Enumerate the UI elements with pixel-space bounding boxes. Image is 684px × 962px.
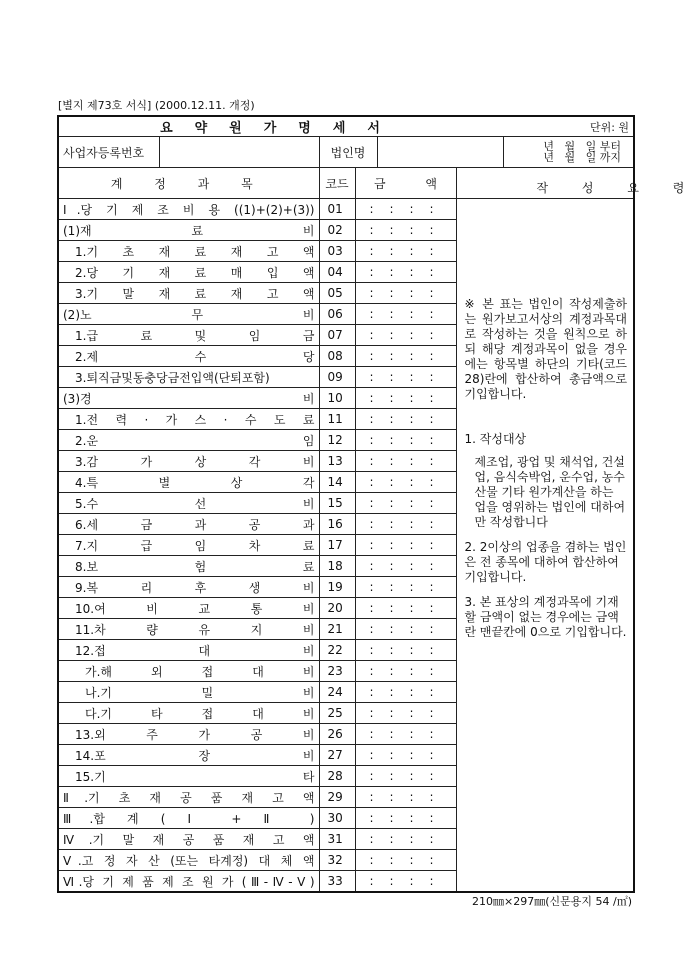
- instructions-panel: [456, 199, 634, 893]
- amount-field[interactable]: : : : :: [355, 556, 456, 577]
- account-code: 29: [319, 787, 355, 808]
- account-name: 15.기 타: [58, 766, 319, 787]
- instruction-2: 2. 2이상의 업종을 겸하는 법인은 전 종목에 대하여 합산하여 기입합니다.: [464, 540, 627, 584]
- account-name: Ⅲ.합 계 ( Ⅰ + Ⅱ ): [58, 808, 319, 829]
- amount-field[interactable]: : : : :: [355, 304, 456, 325]
- account-code: 20: [319, 598, 355, 619]
- account-name: Ⅱ.기 초 재 공 품 재 고 액: [58, 787, 319, 808]
- amount-field[interactable]: : : : :: [355, 682, 456, 703]
- amount-field[interactable]: : : : :: [355, 409, 456, 430]
- account-name: 가.해 외 접 대 비: [58, 661, 319, 682]
- amount-field[interactable]: : : : :: [355, 493, 456, 514]
- account-name: (2)노 무 비: [58, 304, 319, 325]
- account-code: 24: [319, 682, 355, 703]
- account-code: 32: [319, 850, 355, 871]
- account-code: 08: [319, 346, 355, 367]
- amount-field[interactable]: : : : :: [355, 871, 456, 893]
- amount-field[interactable]: : : : :: [355, 724, 456, 745]
- paper-size-note: 210㎜×297㎜(신문용지 54 /㎡): [472, 895, 632, 908]
- account-code: 27: [319, 745, 355, 766]
- unit-label: 단위: 원: [503, 116, 634, 137]
- table-row: [58, 199, 634, 220]
- amount-field[interactable]: : : : :: [355, 199, 456, 220]
- amount-field[interactable]: : : : :: [355, 577, 456, 598]
- account-name: 2.당 기 재 료 매 입 액: [58, 262, 319, 283]
- amount-field[interactable]: : : : :: [355, 787, 456, 808]
- account-name: Ⅳ.기 말 재 공 품 재 고 액: [58, 829, 319, 850]
- period-to: 년 월 일 까지: [543, 151, 622, 164]
- account-code: 33: [319, 871, 355, 893]
- account-code: 17: [319, 535, 355, 556]
- account-name: 11.차 량 유 지 비: [58, 619, 319, 640]
- account-code: 28: [319, 766, 355, 787]
- account-code: 05: [319, 283, 355, 304]
- biz-no-label: 사업자등록번호: [58, 137, 159, 168]
- account-name: 9.복 리 후 생 비: [58, 577, 319, 598]
- amount-field[interactable]: : : : :: [355, 661, 456, 682]
- account-name: 3.퇴직금및동충당금전입액(단퇴포함): [58, 367, 319, 388]
- amount-field[interactable]: : : : :: [355, 514, 456, 535]
- period-field[interactable]: [503, 137, 634, 168]
- account-code: 21: [319, 619, 355, 640]
- amount-field[interactable]: : : : :: [355, 619, 456, 640]
- amount-field[interactable]: : : : :: [355, 367, 456, 388]
- account-code: 14: [319, 472, 355, 493]
- amount-field[interactable]: : : : :: [355, 766, 456, 787]
- amount-field[interactable]: : : : :: [355, 346, 456, 367]
- account-code: 30: [319, 808, 355, 829]
- form-title: 요약원가명세서: [58, 116, 503, 137]
- account-name: Ⅵ.당 기 제 품 제 조 원 가 (Ⅲ-Ⅳ-Ⅴ): [58, 871, 319, 893]
- amount-field[interactable]: : : : :: [355, 535, 456, 556]
- amount-field[interactable]: : : : :: [355, 808, 456, 829]
- account-name: 1.전 력 · 가 스 · 수 도 료: [58, 409, 319, 430]
- account-name: 7.지 급 임 차 료: [58, 535, 319, 556]
- account-name: 10.여 비 교 통 비: [58, 598, 319, 619]
- amount-field[interactable]: : : : :: [355, 640, 456, 661]
- col-account: 계 정 과 목: [58, 168, 319, 199]
- biz-no-field[interactable]: [159, 137, 319, 168]
- account-name: 1.기 초 재 료 재 고 액: [58, 241, 319, 262]
- amount-field[interactable]: : : : :: [355, 388, 456, 409]
- period-from: 년 월 일 부터: [543, 140, 622, 153]
- account-code: 22: [319, 640, 355, 661]
- account-name: 8.보 험 료: [58, 556, 319, 577]
- corp-name-label: 법인명: [319, 137, 377, 168]
- amount-field[interactable]: : : : :: [355, 472, 456, 493]
- account-name: 6.세 금 과 공 과: [58, 514, 319, 535]
- account-code: 19: [319, 577, 355, 598]
- account-name: (1)재 료 비: [58, 220, 319, 241]
- account-name: 3.감 가 상 각 비: [58, 451, 319, 472]
- instruction-3: 3. 본 표상의 계정과목에 기재할 금액이 없는 경우에는 금액란 맨끝칸에 0으로 기입합니다.: [464, 595, 627, 639]
- account-name: 3.기 말 재 료 재 고 액: [58, 283, 319, 304]
- form-caption: [별지 제73호 서식] (2000.12.11. 개정): [58, 99, 255, 112]
- account-name: 나.기 밀 비: [58, 682, 319, 703]
- account-code: 16: [319, 514, 355, 535]
- amount-field[interactable]: : : : :: [355, 451, 456, 472]
- account-code: 10: [319, 388, 355, 409]
- account-name: 13.외 주 가 공 비: [58, 724, 319, 745]
- col-amount: 금 액: [355, 168, 456, 199]
- account-code: 07: [319, 325, 355, 346]
- account-name: Ⅰ.당 기 제 조 비 용 ((1)+(2)+(3)): [58, 199, 319, 220]
- amount-field[interactable]: : : : :: [355, 430, 456, 451]
- account-name: 12.접 대 비: [58, 640, 319, 661]
- account-code: 06: [319, 304, 355, 325]
- col-notes: 작 성 요 령: [456, 168, 634, 199]
- account-code: 01: [319, 199, 355, 220]
- instruction-1-body: 제조업, 광업 및 채석업, 건설업, 음식숙박업, 운수업, 농수산물 기타 원가계산을 하는 업을 영위하는 법인에 대하여만 작성합니다: [474, 455, 626, 529]
- amount-field[interactable]: : : : :: [355, 220, 456, 241]
- instruction-1-title: 1. 작성대상: [464, 432, 527, 446]
- corp-name-field[interactable]: [377, 137, 503, 168]
- account-code: 11: [319, 409, 355, 430]
- account-name: Ⅴ.고 정 자 산 (또는 타계정) 대 체 액: [58, 850, 319, 871]
- account-code: 03: [319, 241, 355, 262]
- instructions-intro: ※ 본 표는 법인이 작성제출하는 원가보고서상의 계정과목대로 작성하는 것을 원칙으로 하되 해당 계정과목이 없을 경우에는 항목별 하단의 기타(코드28)란에 합산하여 총금액으로 기입합니다.: [464, 297, 628, 401]
- account-name: 다.기 타 접 대 비: [58, 703, 319, 724]
- account-name: 2.운 임: [58, 430, 319, 451]
- amount-field[interactable]: : : : :: [355, 262, 456, 283]
- account-code: 25: [319, 703, 355, 724]
- cost-statement-table: [57, 115, 684, 893]
- account-code: 12: [319, 430, 355, 451]
- amount-field[interactable]: : : : :: [355, 241, 456, 262]
- amount-field[interactable]: : : : :: [355, 703, 456, 724]
- account-code: 15: [319, 493, 355, 514]
- amount-field[interactable]: : : : :: [355, 850, 456, 871]
- amount-field[interactable]: : : : :: [355, 598, 456, 619]
- account-name: (3)경 비: [58, 388, 319, 409]
- account-code: 18: [319, 556, 355, 577]
- account-name: 14.포 장 비: [58, 745, 319, 766]
- account-name: 4.특 별 상 각: [58, 472, 319, 493]
- account-name: 2.제 수 당: [58, 346, 319, 367]
- account-code: 09: [319, 367, 355, 388]
- amount-field[interactable]: : : : :: [355, 325, 456, 346]
- account-code: 04: [319, 262, 355, 283]
- amount-field[interactable]: : : : :: [355, 829, 456, 850]
- account-code: 31: [319, 829, 355, 850]
- amount-field[interactable]: : : : :: [355, 283, 456, 304]
- account-code: 02: [319, 220, 355, 241]
- amount-field[interactable]: : : : :: [355, 745, 456, 766]
- col-code: 코드: [319, 168, 355, 199]
- account-name: 1.급 료 및 임 금: [58, 325, 319, 346]
- account-code: 13: [319, 451, 355, 472]
- account-name: 5.수 선 비: [58, 493, 319, 514]
- account-code: 23: [319, 661, 355, 682]
- account-code: 26: [319, 724, 355, 745]
